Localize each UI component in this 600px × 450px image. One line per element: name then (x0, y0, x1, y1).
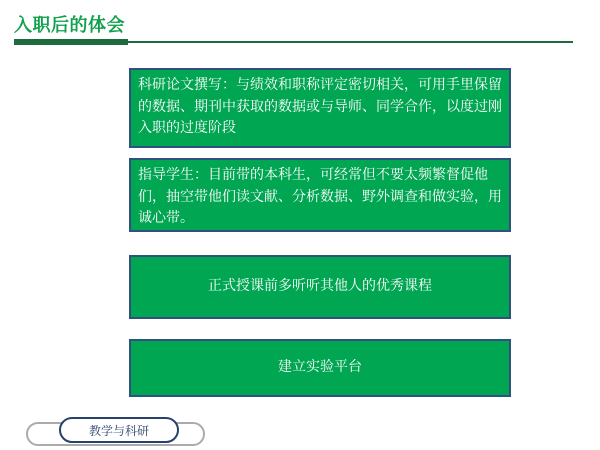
content-box-attend-lectures: 正式授课前多听听其他人的优秀课程 (129, 255, 511, 319)
footer-tag: 教学与科研 (59, 417, 179, 443)
title-underline-thick (14, 39, 128, 45)
content-box-advising-students: 指导学生：目前带的本科生，可经常但不要太频繁督促他们，抽空带他们读文献、分析数据、野外调查和做实验，用诚心带。 (129, 158, 511, 232)
page-title: 入职后的体会 (14, 15, 125, 35)
content-box-research-writing: 科研论文撰写：与绩效和职称评定密切相关，可用手里保留的数据、期刊中获取的数据或与导师、同学合作，以度过刚入职的过度阶段 (129, 68, 511, 148)
content-box-build-lab-platform: 建立实验平台 (129, 339, 511, 397)
